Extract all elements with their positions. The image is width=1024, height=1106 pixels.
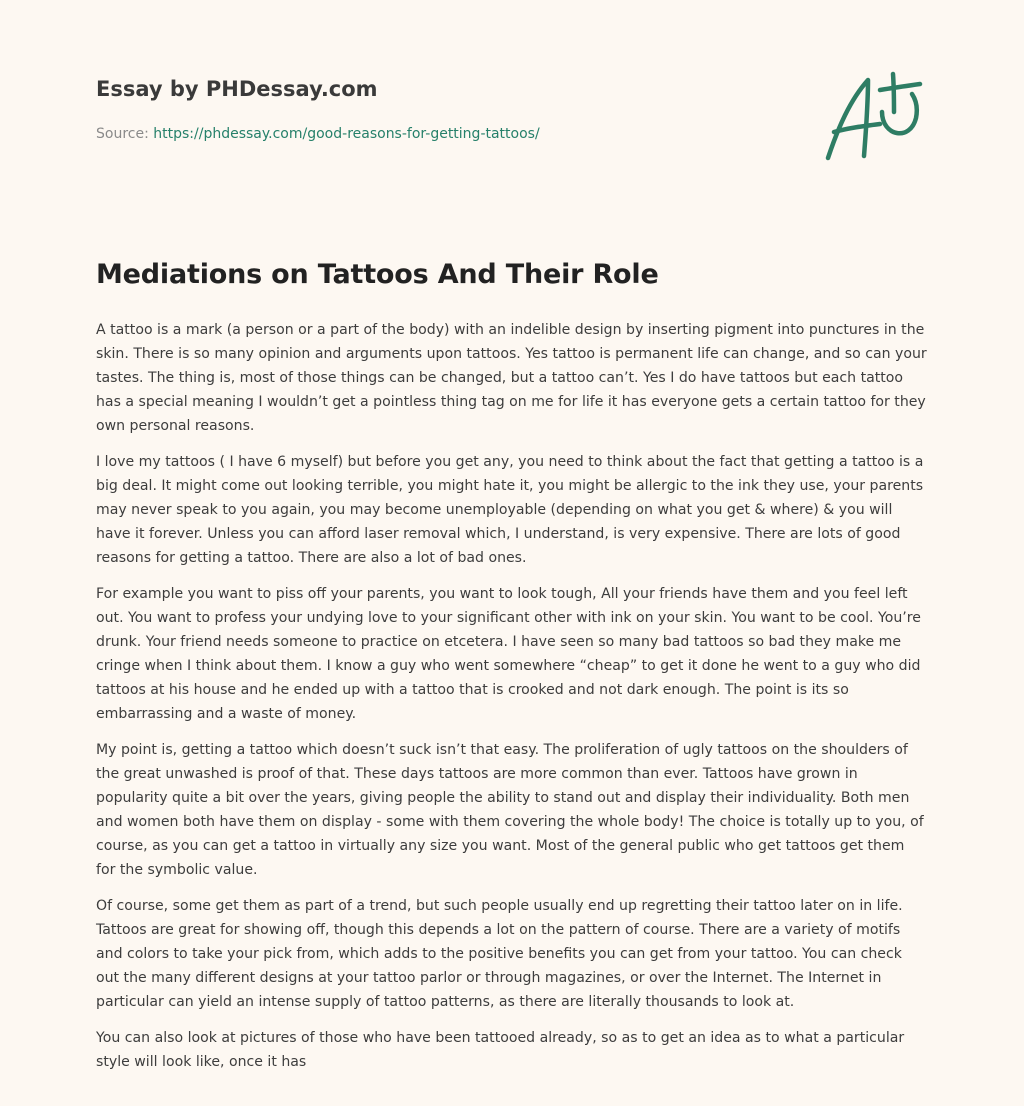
header	[96, 74, 926, 104]
a-plus-logo-icon	[820, 66, 930, 166]
article	[96, 256, 928, 1086]
source-label: Source:	[96, 126, 149, 142]
article-title: Mediations on Tattoos And Their Role	[96, 259, 659, 290]
paragraph: You can also look at pictures of those who have been tattooed already, so as to get an idea as to what a particular style will look like, once it has	[96, 1030, 905, 1070]
source-line	[96, 124, 540, 144]
paragraph: A tattoo is a mark (a person or a part of the body) with an indelible design by inserting pigment into punctures in the skin. There is so many opinion and arguments upon tattoos. Yes tattoo is permanent life can change, and so can your tastes. The thing is, most of those things can be changed, but a tattoo can’t. Yes I do have tattoos but each tattoo has a special meaning I wouldn’t get a pointless thing tag on me for life it has everyone gets a certain tattoo for they own personal reasons.	[96, 322, 927, 434]
paragraph: For example you want to piss off your parents, you want to look tough, All your friends have them and you feel left out. You want to profess your undying love to your significant other with ink on your skin. You want to be cool. You’re drunk. Your friend needs someone to practice on etcetera. I have seen so many bad tattoos so bad they make me cringe when I think about them. I know a guy who went somewhere “cheap” to get it done he went to a guy who did tattoos at his house and he ended up with a tattoo that is crooked and not dark enough. The point is its so embarrassing and a waste of money.	[96, 586, 921, 722]
paragraph: Of course, some get them as part of a trend, but such people usually end up regretting their tattoo later on in life. Tattoos are great for showing off, though this depends a lot on the pattern of course. There are a variety of motifs and colors to take your pick from, which adds to the positive benefits you can get from your tattoo. You can check out the many different designs at your tattoo parlor or through magazines, or over the Internet. The Internet in particular can yield an intense supply of tattoo patterns, as there are literally thousands to look at.	[96, 898, 903, 1010]
paragraph: My point is, getting a tattoo which doesn’t suck isn’t that easy. The proliferation of ugly tattoos on the shoulders of the great unwashed is proof of that. These days tattoos are more common than ever. Tattoos have grown in popularity quite a bit over the years, giving people the ability to stand out and display their individuality. Both men and women both have them on display - some with them covering the whole body! The choice is totally up to you, of course, as you can get a tattoo in virtually any size you want. Most of the general public who get tattoos get them for the symbolic value.	[96, 742, 924, 878]
site-title: Essay by PHDessay.com	[96, 77, 378, 101]
source-link[interactable]: https://phdessay.com/good-reasons-for-getting-tattoos/	[153, 126, 540, 142]
paragraph: I love my tattoos ( I have 6 myself) but before you get any, you need to think about the fact that getting a tattoo is a big deal. It might come out looking terrible, you might hate it, you might be allergic to the ink they use, your parents may never speak to you again, you may become unemployable (depending on what you get & where) & you will have it forever. Unless you can afford laser removal which, I understand, is very expensive. There are lots of good reasons for getting a tattoo. There are also a lot of bad ones.	[96, 454, 924, 566]
